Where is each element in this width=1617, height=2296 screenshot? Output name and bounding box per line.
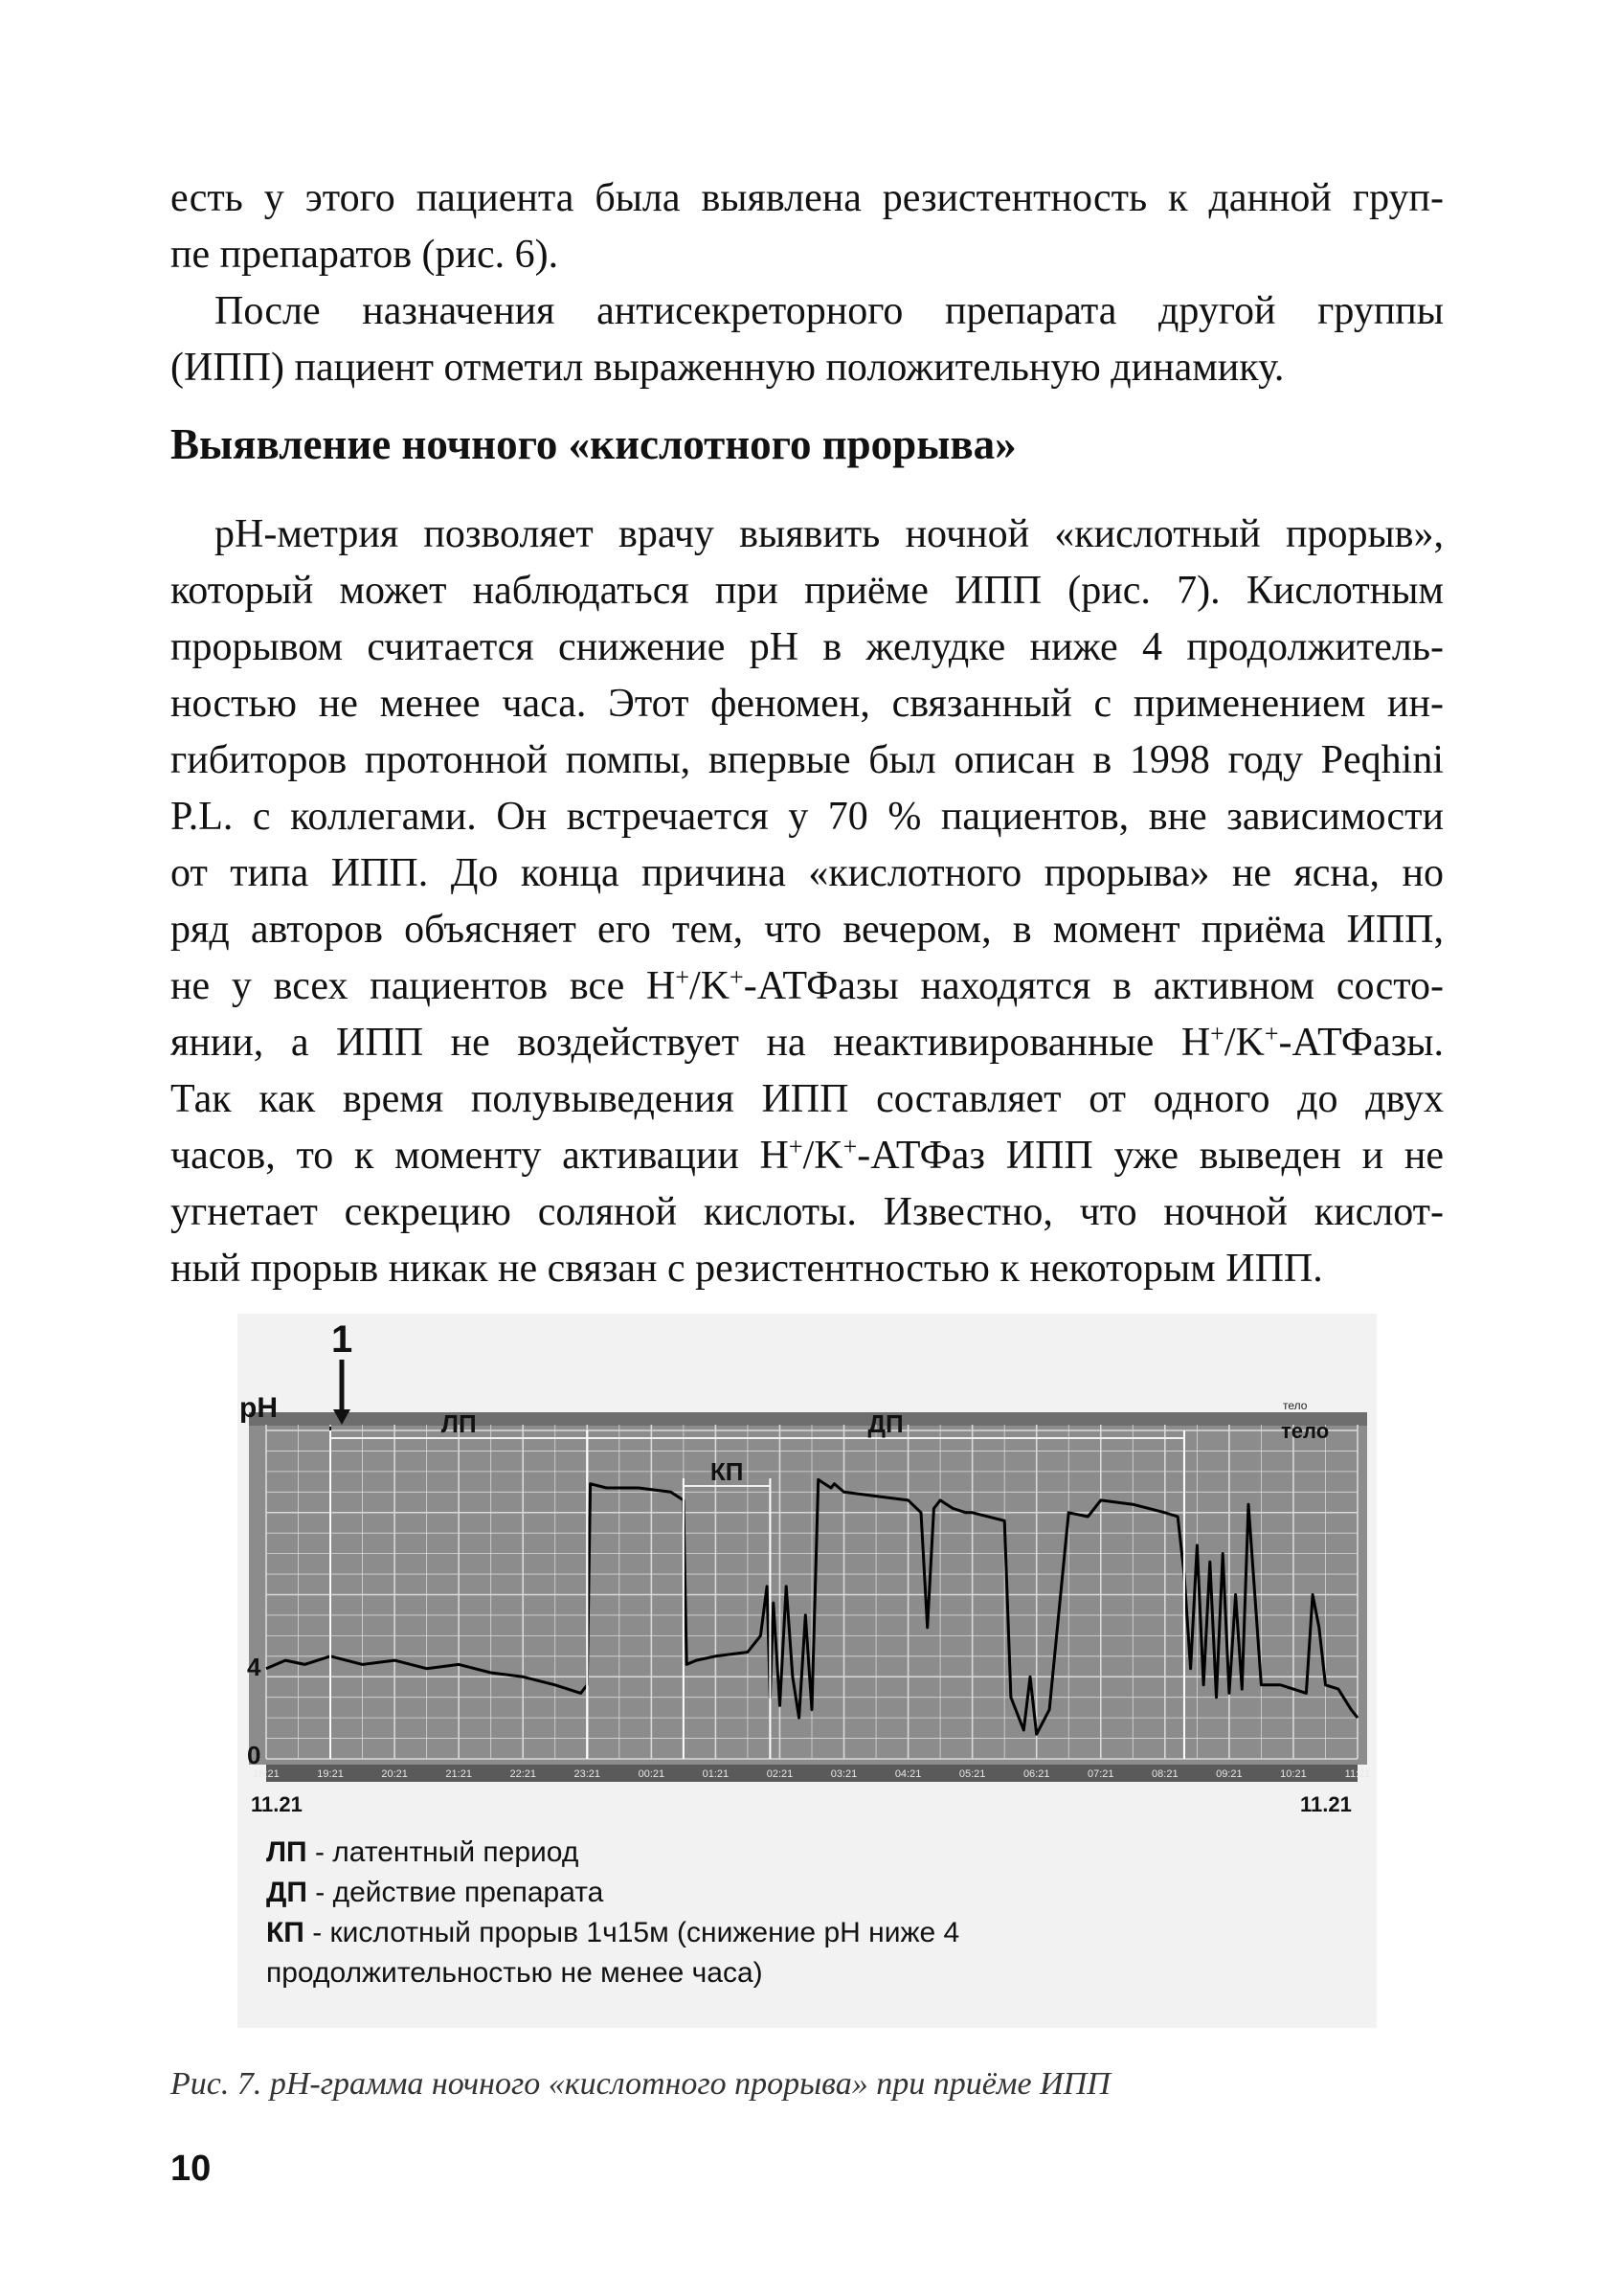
time-tick-label: 04:21 [894,1768,922,1780]
time-tick-label: 10:21 [1280,1768,1307,1780]
time-tick-label: 09:21 [1216,1768,1243,1780]
legend-line-4: продолжительностью не менее часа) [266,1957,763,1989]
paragraph-3-line-14: ный прорыв никак не связан с резистентностью к некоторым ИПП. [170,1247,1323,1291]
time-tick-label: 06:21 [1022,1768,1050,1780]
time-tick-label: 19:21 [317,1768,344,1780]
time-tick-label: 22:21 [509,1768,537,1780]
ph-chart [237,1314,1377,2028]
time-tick-label: 11:21 [1344,1768,1371,1780]
paragraph-2 [170,283,1444,396]
interval-lp-label: ЛП [440,1409,477,1438]
legend [266,1836,959,1989]
page-number: 10 [170,2149,212,2189]
paragraph-1-line-2: пе препаратов (рис. 6). [170,233,559,277]
y-tick-label-4: 4 [247,1653,261,1681]
time-tick-label: 02:21 [766,1768,794,1780]
figure-caption: Рис. 7. pH-грамма ночного «кислотного прорыва» при приёме ИПП [170,2066,1111,2102]
paragraph-3-line-4: ностью не менее часа. Этот феномен, связанный с применением ин- [170,682,1444,726]
paragraph-3-line-2: который может наблюдаться при приёме ИПП (рис. 7). Кислотным [170,569,1444,613]
paragraph-3-line-13: угнетает секрецию соляной кислоты. Известно, что ночной кислот- [170,1190,1444,1234]
time-tick-label: 08:21 [1152,1768,1179,1780]
time-tick-label: 05:21 [958,1768,986,1780]
paragraph-2-line-1: После назначения антисекреторного препарата другой группы [214,289,1444,333]
figure-ph-gram [237,1314,1377,2028]
date-right-label: 11.21 [1300,1792,1352,1816]
paragraph-3-line-6: P.L. с коллегами. Он встречается у 70 % пациентов, вне зависимости [170,795,1444,839]
legend-line-1: ЛП - латентный период [266,1836,579,1868]
paragraph-1 [170,170,1444,283]
paragraph-3-line-11: Так как время полувыведения ИПП составляет от одного до двух [170,1077,1444,1121]
paragraph-3-line-12: часов, то к моменту активации H+/K+-АТФаз ИПП уже выведен и не [170,1133,1444,1178]
paragraph-3-line-9: не у всех пациентов все H+/K+-АТФазы находятся в активном состо- [170,963,1444,1008]
time-strip [266,1765,1358,1782]
paragraph-3-line-1: pH-метрия позволяет врачу выявить ночной «кислотный прорыв», [214,512,1444,556]
interval-kp-label: КП [709,1457,744,1486]
time-tick-label: 01:21 [702,1768,730,1780]
y-tick-label-0: 0 [247,1741,261,1769]
date-left-label: 11.21 [251,1792,303,1816]
time-tick-label: 03:21 [830,1768,858,1780]
time-tick-label: 00:21 [638,1768,665,1780]
paragraph-1-line-1: есть у этого пациента была выявлена резистентность к данной груп- [170,176,1444,220]
position-label: тело [1281,1419,1330,1443]
position-label-small: тело [1283,1399,1308,1412]
y-axis-label: pH [239,1392,278,1424]
paragraph-3-line-7: от типа ИПП. До конца причина «кислотного прорыва» не ясна, но [170,851,1444,895]
paragraph-3-line-8: ряд авторов объясняет его тем, что вечером, в момент приёма ИПП, [170,908,1444,952]
legend-line-3: КП - кислотный прорыв 1ч15м (снижение pH ниже 4 [266,1917,960,1948]
legend-line-2: ДП - действие препарата [266,1877,604,1908]
time-tick-label: 23:21 [573,1768,601,1780]
paragraph-3 [170,506,1444,1297]
section-heading: Выявление ночного «кислотного прорыва» [170,420,1017,468]
paragraph-3-line-3: прорывом считается снижение pH в желудке ниже 4 продолжитель- [170,625,1444,669]
marker-label: 1 [331,1318,353,1361]
time-tick-label: 20:21 [381,1768,408,1780]
paragraph-2-line-2: (ИПП) пациент отметил выраженную положительную динамику. [170,346,1285,390]
time-tick-label: 07:21 [1087,1768,1114,1780]
paragraph-3-line-10: янии, а ИПП не воздействует на неактивированные H+/K+-АТФазы. [170,1020,1444,1065]
paragraph-3-line-5: гибиторов протонной помпы, впервые был описан в 1998 году Peqhini [170,738,1444,782]
interval-dp-label: ДП [867,1409,904,1438]
time-tick-label: 18:21 [253,1768,280,1780]
plot-header-strip [249,1412,1367,1426]
time-tick-label: 21:21 [445,1768,472,1780]
